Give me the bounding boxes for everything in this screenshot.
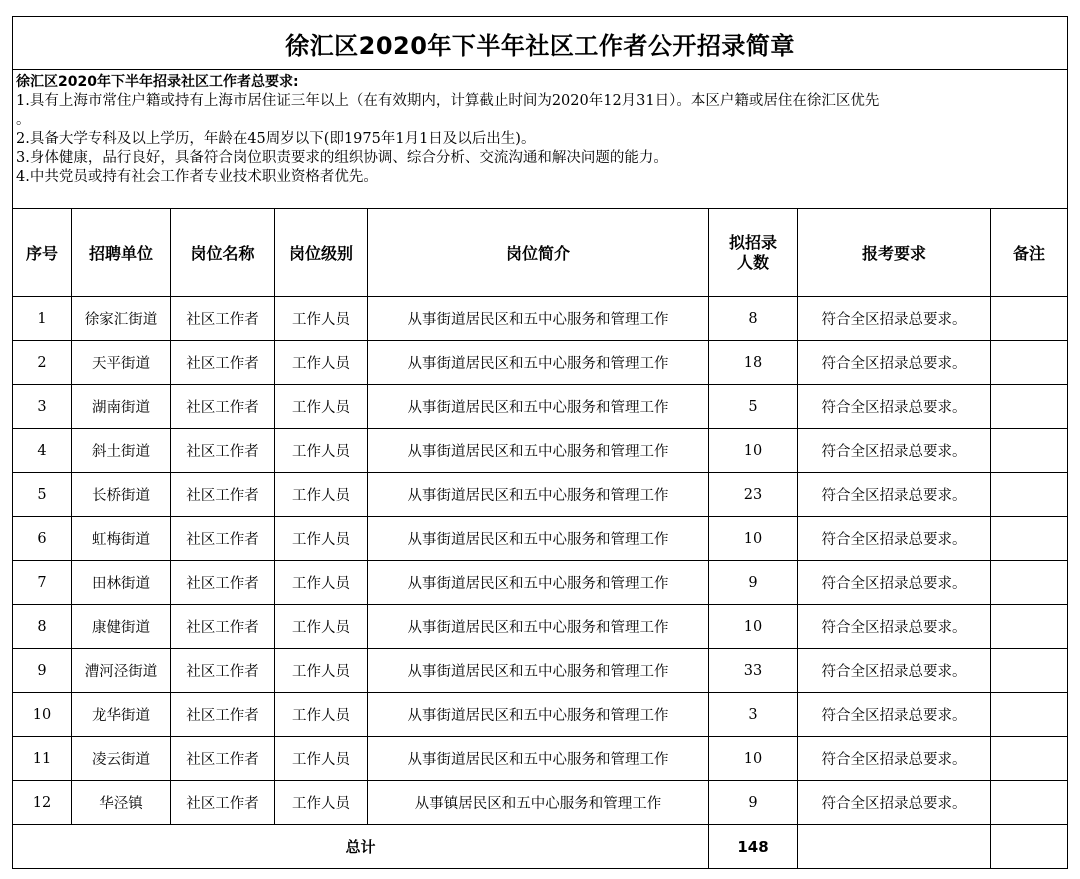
cell-level: 工作人员: [275, 429, 368, 473]
cell-remarks: [991, 473, 1068, 517]
header-requirements: 报考要求: [798, 209, 991, 297]
cell-level: 工作人员: [275, 385, 368, 429]
cell-unit: 凌云街道: [72, 737, 171, 781]
cell-remarks: [991, 385, 1068, 429]
header-index: 序号: [13, 209, 72, 297]
cell-headcount: 10: [709, 517, 798, 561]
header-position: 岗位名称: [171, 209, 275, 297]
cell-requirements: 符合全区招录总要求。: [798, 473, 991, 517]
cell-index: 9: [13, 649, 72, 693]
cell-requirements: 符合全区招录总要求。: [798, 341, 991, 385]
cell-headcount: 10: [709, 605, 798, 649]
cell-position: 社区工作者: [171, 429, 275, 473]
cell-level: 工作人员: [275, 605, 368, 649]
cell-index: 11: [13, 737, 72, 781]
cell-position: 社区工作者: [171, 693, 275, 737]
total-value: 148: [709, 825, 798, 869]
table-row: [13, 693, 1068, 737]
cell-description: 从事街道居民区和五中心服务和管理工作: [368, 693, 709, 737]
table-row: [13, 297, 1068, 341]
cell-position: 社区工作者: [171, 517, 275, 561]
cell-headcount: 10: [709, 429, 798, 473]
cell-remarks: [991, 605, 1068, 649]
cell-requirements: 符合全区招录总要求。: [798, 297, 991, 341]
cell-unit: 斜土街道: [72, 429, 171, 473]
cell-remarks: [991, 429, 1068, 473]
recruitment-table: [12, 16, 1068, 869]
table-row: [13, 517, 1068, 561]
cell-unit: 华泾镇: [72, 781, 171, 825]
cell-requirements: 符合全区招录总要求。: [798, 385, 991, 429]
general-requirements: [13, 70, 1068, 209]
table-row: [13, 649, 1068, 693]
cell-requirements: 符合全区招录总要求。: [798, 693, 991, 737]
cell-unit: 田林街道: [72, 561, 171, 605]
cell-unit: 天平街道: [72, 341, 171, 385]
cell-position: 社区工作者: [171, 781, 275, 825]
cell-unit: 康健街道: [72, 605, 171, 649]
cell-index: 6: [13, 517, 72, 561]
table-row: [13, 473, 1068, 517]
cell-description: 从事街道居民区和五中心服务和管理工作: [368, 517, 709, 561]
cell-position: 社区工作者: [171, 473, 275, 517]
table-row: [13, 385, 1068, 429]
cell-description: 从事街道居民区和五中心服务和管理工作: [368, 341, 709, 385]
cell-remarks: [991, 649, 1068, 693]
requirement-line: 。: [16, 112, 31, 128]
cell-headcount: 8: [709, 297, 798, 341]
cell-index: 7: [13, 561, 72, 605]
requirements-heading: 徐汇区2020年下半年招录社区工作者总要求:: [16, 74, 299, 90]
cell-remarks: [991, 693, 1068, 737]
cell-headcount: 9: [709, 561, 798, 605]
header-remarks: 备注: [991, 209, 1068, 297]
header-headcount: 拟招录人数: [709, 209, 798, 297]
cell-index: 3: [13, 385, 72, 429]
cell-description: 从事街道居民区和五中心服务和管理工作: [368, 605, 709, 649]
cell-remarks: [991, 781, 1068, 825]
cell-requirements: 符合全区招录总要求。: [798, 649, 991, 693]
table-row: [13, 605, 1068, 649]
cell-description: 从事街道居民区和五中心服务和管理工作: [368, 297, 709, 341]
cell-position: 社区工作者: [171, 561, 275, 605]
cell-position: 社区工作者: [171, 297, 275, 341]
cell-level: 工作人员: [275, 649, 368, 693]
requirement-line: 1.具有上海市常住户籍或持有上海市居住证三年以上（在有效期内，计算截止时间为2020年12月31日）。本区户籍或居住在徐汇区优先: [16, 93, 880, 109]
cell-headcount: 33: [709, 649, 798, 693]
cell-description: 从事街道居民区和五中心服务和管理工作: [368, 649, 709, 693]
cell-headcount: 5: [709, 385, 798, 429]
cell-remarks: [991, 297, 1068, 341]
cell-description: 从事街道居民区和五中心服务和管理工作: [368, 561, 709, 605]
table-row: [13, 561, 1068, 605]
cell-level: 工作人员: [275, 561, 368, 605]
cell-remarks: [991, 737, 1068, 781]
cell-level: 工作人员: [275, 517, 368, 561]
requirement-line: 4.中共党员或持有社会工作者专业技术职业资格者优先。: [16, 169, 378, 185]
cell-level: 工作人员: [275, 781, 368, 825]
total-label: 总计: [13, 825, 709, 869]
cell-index: 5: [13, 473, 72, 517]
cell-remarks: [991, 517, 1068, 561]
cell-unit: 虹梅街道: [72, 517, 171, 561]
cell-unit: 龙华街道: [72, 693, 171, 737]
cell-unit: 徐家汇街道: [72, 297, 171, 341]
total-row: [13, 825, 1068, 869]
requirement-line: 2.具备大学专科及以上学历，年龄在45周岁以下(即1975年1月1日及以后出生)。: [16, 131, 536, 147]
cell-level: 工作人员: [275, 737, 368, 781]
cell-index: 8: [13, 605, 72, 649]
cell-requirements: 符合全区招录总要求。: [798, 561, 991, 605]
cell-index: 4: [13, 429, 72, 473]
cell-headcount: 3: [709, 693, 798, 737]
cell-index: 1: [13, 297, 72, 341]
cell-unit: 漕河泾街道: [72, 649, 171, 693]
cell-index: 2: [13, 341, 72, 385]
header-description: 岗位简介: [368, 209, 709, 297]
cell-description: 从事街道居民区和五中心服务和管理工作: [368, 429, 709, 473]
total-requirements-empty: [798, 825, 991, 869]
requirement-line: 3.身体健康，品行良好，具备符合岗位职责要求的组织协调、综合分析、交流沟通和解决问题的能力。: [16, 150, 668, 166]
cell-requirements: 符合全区招录总要求。: [798, 737, 991, 781]
cell-position: 社区工作者: [171, 737, 275, 781]
cell-description: 从事镇居民区和五中心服务和管理工作: [368, 781, 709, 825]
cell-position: 社区工作者: [171, 605, 275, 649]
table-row: [13, 429, 1068, 473]
cell-headcount: 23: [709, 473, 798, 517]
cell-level: 工作人员: [275, 297, 368, 341]
cell-unit: 长桥街道: [72, 473, 171, 517]
cell-remarks: [991, 561, 1068, 605]
total-remarks-empty: [991, 825, 1068, 869]
table-header-row: [13, 209, 1068, 297]
cell-position: 社区工作者: [171, 341, 275, 385]
cell-requirements: 符合全区招录总要求。: [798, 605, 991, 649]
cell-headcount: 18: [709, 341, 798, 385]
page-title: 徐汇区2020年下半年社区工作者公开招录简章: [13, 17, 1068, 70]
cell-level: 工作人员: [275, 693, 368, 737]
recruitment-sheet: [12, 16, 1067, 869]
cell-description: 从事街道居民区和五中心服务和管理工作: [368, 385, 709, 429]
table-row: [13, 341, 1068, 385]
cell-position: 社区工作者: [171, 649, 275, 693]
cell-index: 12: [13, 781, 72, 825]
cell-requirements: 符合全区招录总要求。: [798, 429, 991, 473]
cell-unit: 湖南街道: [72, 385, 171, 429]
cell-level: 工作人员: [275, 473, 368, 517]
table-row: [13, 781, 1068, 825]
table-row: [13, 737, 1068, 781]
cell-description: 从事街道居民区和五中心服务和管理工作: [368, 737, 709, 781]
cell-requirements: 符合全区招录总要求。: [798, 781, 991, 825]
cell-description: 从事街道居民区和五中心服务和管理工作: [368, 473, 709, 517]
cell-index: 10: [13, 693, 72, 737]
cell-headcount: 10: [709, 737, 798, 781]
cell-level: 工作人员: [275, 341, 368, 385]
cell-requirements: 符合全区招录总要求。: [798, 517, 991, 561]
header-unit: 招聘单位: [72, 209, 171, 297]
header-level: 岗位级别: [275, 209, 368, 297]
cell-position: 社区工作者: [171, 385, 275, 429]
cell-remarks: [991, 341, 1068, 385]
cell-headcount: 9: [709, 781, 798, 825]
